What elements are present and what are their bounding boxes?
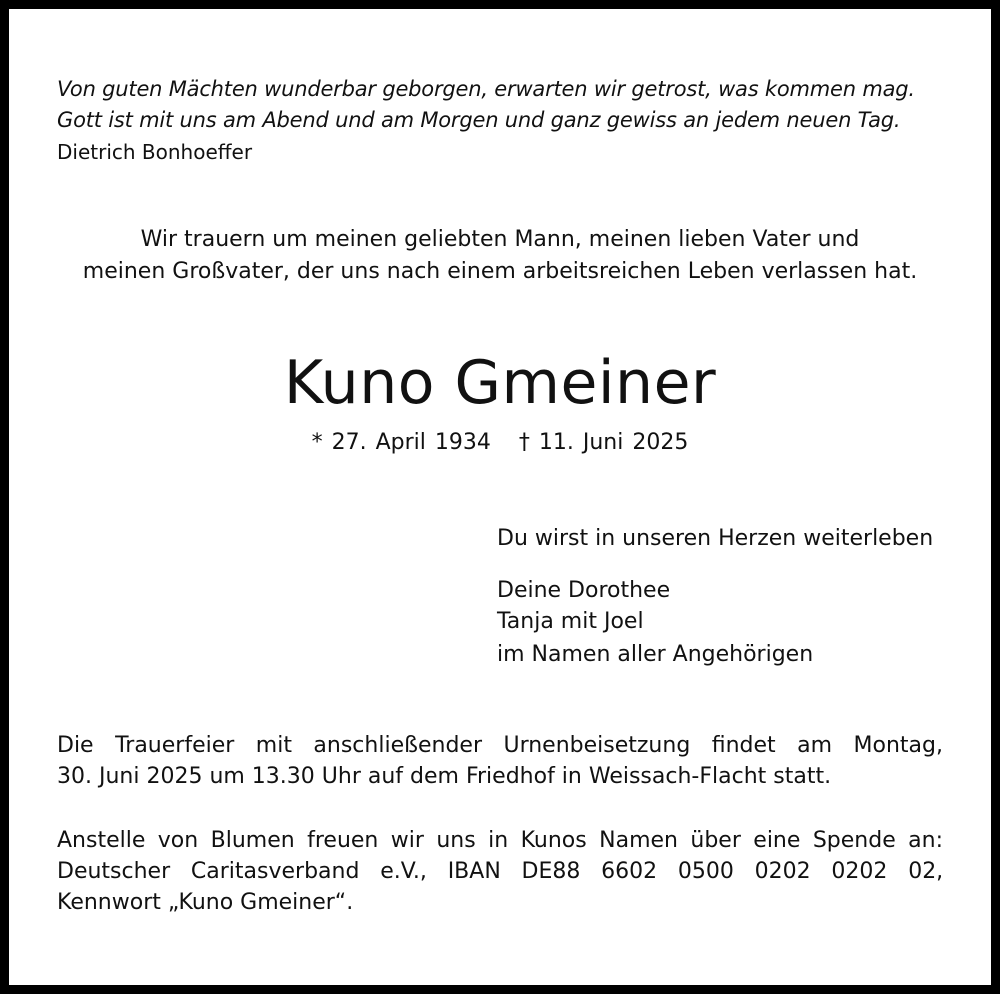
quote-line-1: Von guten Mächten wunderbar geborgen, erwarten wir getrost, was kommen mag. xyxy=(57,77,915,101)
mourner-2: Tanja mit Joel xyxy=(497,609,644,634)
intro-line-2: meinen Großvater, der uns nach einem arbeitsreichen Leben verlassen hat. xyxy=(82,259,918,284)
deceased-name: Kuno Gmeiner xyxy=(283,348,717,418)
donation-line-3: Kennwort „Kuno Gmeiner“. xyxy=(57,890,354,915)
intro-line-1: Wir trauern um meinen geliebten Mann, meinen lieben Vater und xyxy=(140,227,860,252)
service-line-2: 30. Juni 2025 um 13.30 Uhr auf dem Friedhof in Weissach-Flacht statt. xyxy=(57,764,832,789)
donation-line-1: Anstelle von Blumen freuen wir uns in Kunos Namen über eine Spende an: xyxy=(57,828,943,853)
mourner-1: Deine Dorothee xyxy=(497,578,671,603)
mourner-3: im Namen aller Angehörigen xyxy=(497,642,814,667)
service-line-1: Die Trauerfeier mit anschließender Urnenbeisetzung findet am Montag, xyxy=(57,733,943,758)
death-date: † 11. Juni 2025 xyxy=(518,430,689,455)
farewell-text: Du wirst in unseren Herzen weiterleben xyxy=(497,526,934,551)
life-dates xyxy=(0,428,1000,458)
quote-author: Dietrich Bonhoeffer xyxy=(57,140,253,164)
donation-line-2: Deutscher Caritasverband e.V., IBAN DE88 6602 0500 0202 0202 02, xyxy=(57,859,944,884)
quote-line-2: Gott ist mit uns am Abend und am Morgen und ganz gewiss an jedem neuen Tag. xyxy=(57,108,901,132)
birth-date: * 27. April 1934 xyxy=(311,430,491,455)
